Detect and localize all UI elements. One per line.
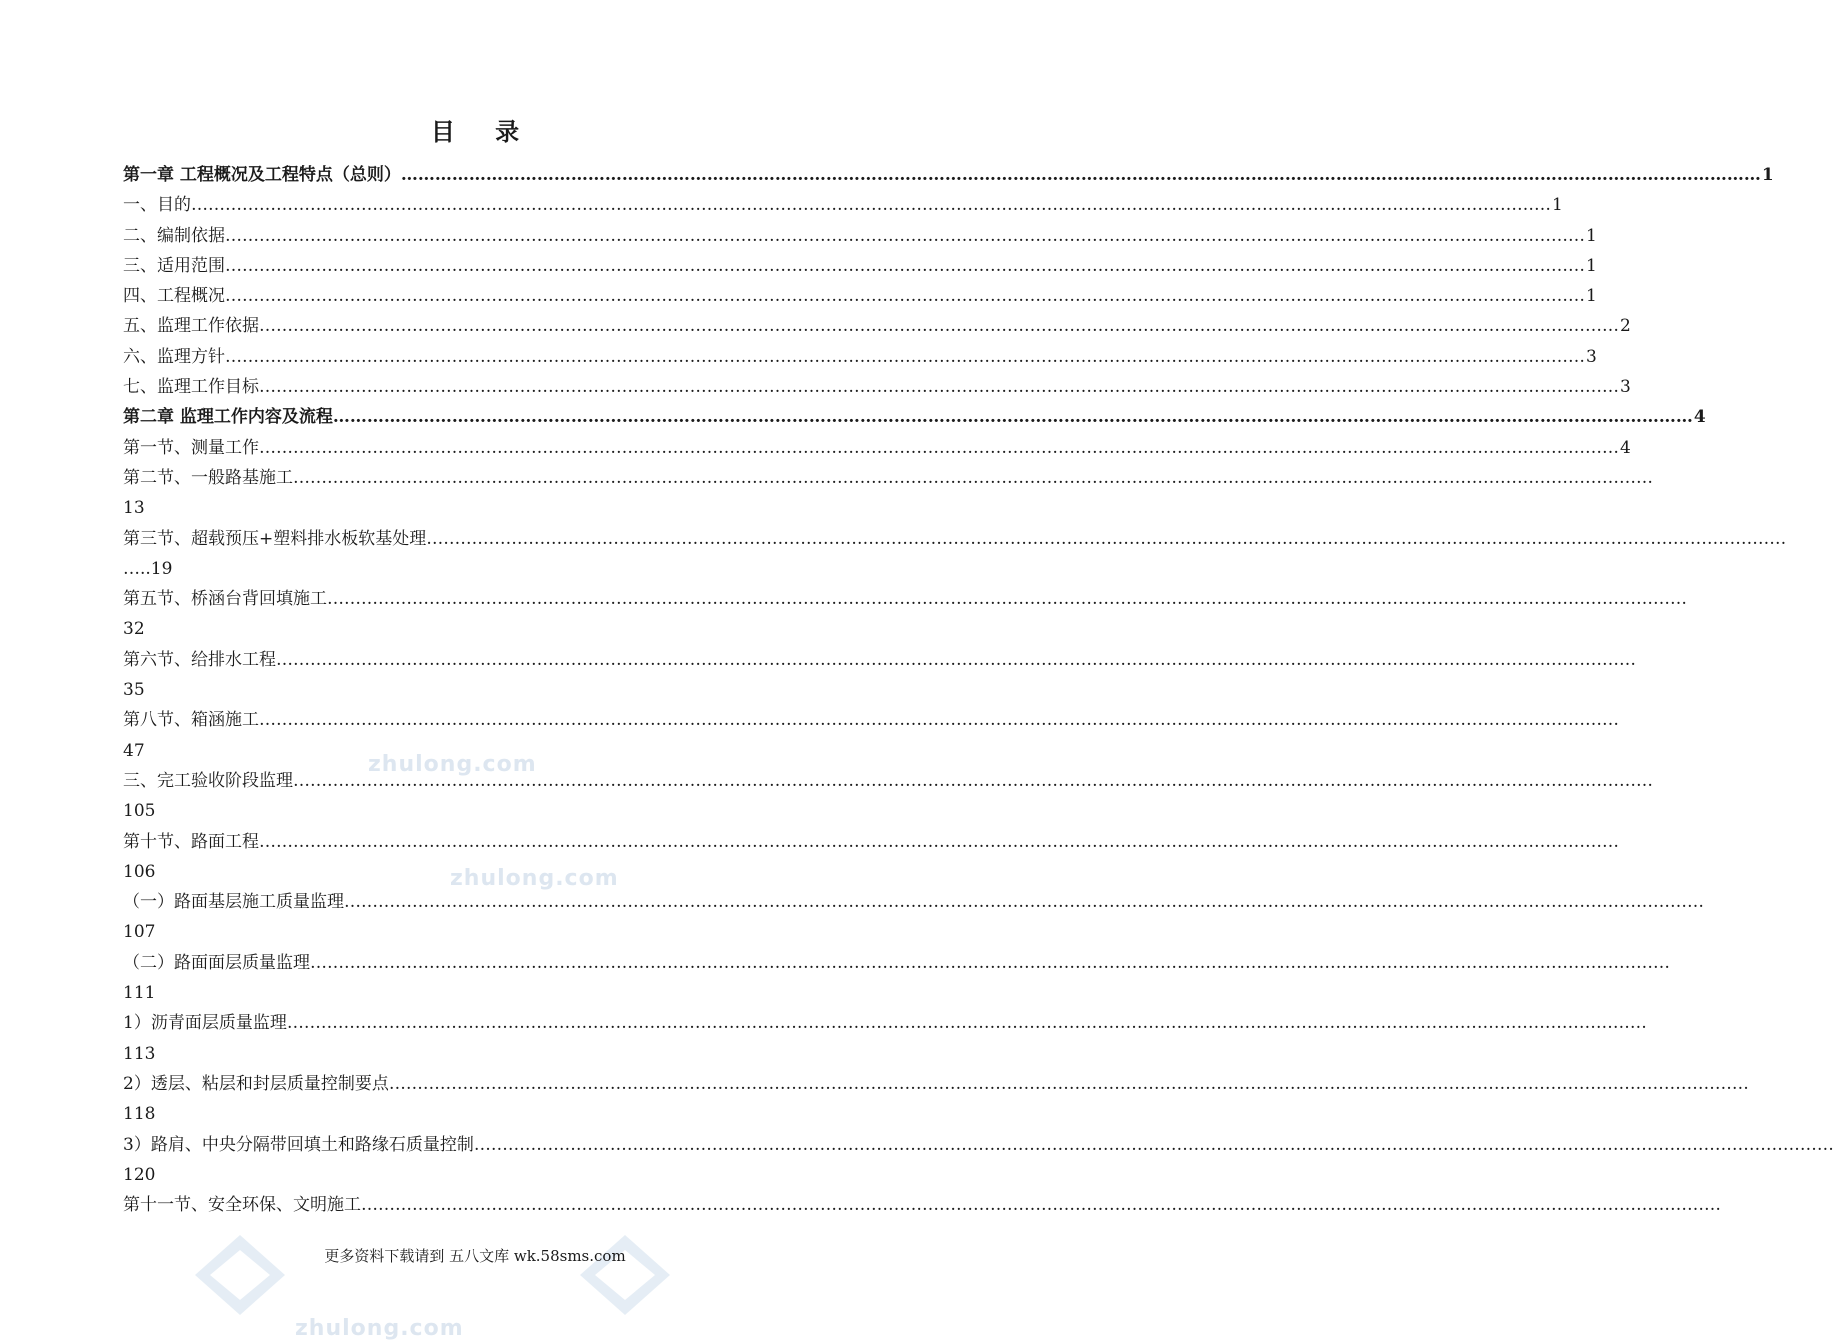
toc-entry-label: 第十节、路面工程: [123, 831, 259, 852]
toc-leader-dots: ……………………………………………………………………………………………………………………………………………………………………………………………………………………: [286, 1013, 1647, 1034]
toc-leader-dots: ……………………………………………………………………………………………………………………………………………………………………………………………………………………: [191, 195, 1551, 216]
toc-leader-dots: ……………………………………………………………………………………………………………………………………………………………………………………………………………………: [225, 346, 1585, 367]
toc-leader-dots: ……………………………………………………………………………………………………………………………………………………………………………………………………………………: [259, 710, 1619, 731]
toc-entry-label: （一）路面基层施工质量监理: [123, 892, 344, 913]
toc-entry-page: 1: [1586, 255, 1597, 276]
toc-entry-label: 五、监理工作依据: [123, 316, 259, 337]
toc-entry[interactable]: [123, 160, 1774, 190]
toc-entry[interactable]: [123, 827, 1619, 857]
toc-entry-page: 1: [1586, 286, 1597, 307]
toc-entry-label: 1）沥青面层质量监理: [123, 1013, 287, 1034]
toc-entry-label: 第八节、箱涵施工: [123, 710, 259, 731]
toc-entry-label: 第二章 监理工作内容及流程: [123, 407, 333, 428]
toc-leader-dots: ……………………………………………………………………………………………………………………………………………………………………………………………………………………: [259, 437, 1619, 458]
toc-leader-dots: ……………………………………………………………………………………………………………………………………………………………………………………………………………………: [361, 1195, 1721, 1216]
toc-leader-dots: ……………………………………………………………………………………………………………………………………………………………………………………………………………………: [388, 1073, 1749, 1094]
toc-entry-page: 35: [123, 680, 145, 701]
toc-leader-dots: ……………………………………………………………………………………………………………………………………………………………………………………………………………………: [473, 1134, 1834, 1155]
toc-entry[interactable]: [123, 251, 1597, 281]
toc-entry-label: 六、监理方针: [123, 346, 225, 367]
toc-entry-label: 第十一节、安全环保、文明施工: [123, 1195, 361, 1216]
toc-entry-label: 七、监理工作目标: [123, 377, 259, 398]
toc-entry-label: 第六节、给排水工程: [123, 649, 276, 670]
toc-entry[interactable]: [123, 311, 1631, 341]
toc-entry[interactable]: [123, 342, 1597, 372]
toc-entry[interactable]: [123, 281, 1597, 311]
toc-title: 目 录: [430, 117, 536, 146]
footer-note: 更多资料下载请到 五八文库 wk.58sms.com: [324, 1247, 626, 1265]
toc-leader-dots: ……………………………………………………………………………………………………………………………………………………………………………………………………………………: [225, 255, 1585, 276]
toc-entry[interactable]: [123, 190, 1563, 220]
toc-entry[interactable]: [123, 948, 1670, 978]
toc-leader-dots: ……………………………………………………………………………………………………………………………………………………………………………………………………………………: [332, 407, 1693, 428]
toc-entry-page: 2: [1620, 316, 1631, 337]
toc-entry[interactable]: [123, 402, 1706, 432]
toc-entry[interactable]: [123, 1190, 1721, 1220]
toc-entry[interactable]: [123, 645, 1636, 675]
toc-list: [123, 160, 1834, 1220]
toc-entry[interactable]: [123, 221, 1597, 251]
watermark-text: zhulong.com: [295, 1316, 464, 1341]
toc-entry-label: 三、完工验收阶段监理: [123, 770, 293, 791]
toc-entry[interactable]: [123, 584, 1687, 614]
toc-entry[interactable]: [123, 463, 1653, 493]
toc-entry-label: 三、适用范围: [123, 255, 225, 276]
toc-entry-page: 3: [1586, 346, 1597, 367]
toc-leader-dots: ……………………………………………………………………………………………………………………………………………………………………………………………………………………: [259, 316, 1619, 337]
toc-entry[interactable]: [123, 1008, 1647, 1038]
toc-entry[interactable]: [123, 524, 1787, 554]
toc-entry-page: 106: [123, 861, 156, 882]
watermark-text: zhulong.com: [368, 752, 537, 777]
toc-entry-page: 120: [123, 1164, 156, 1185]
toc-entry-label: 第一章 工程概况及工程特点（总则）: [123, 165, 401, 185]
toc-entry[interactable]: [123, 433, 1631, 463]
toc-leader-dots: ……………………………………………………………………………………………………………………………………………………………………………………………………………………: [310, 952, 1670, 973]
toc-entry-page: 107: [123, 922, 156, 943]
toc-leader-dots: ……………………………………………………………………………………………………………………………………………………………………………………………………………………: [259, 377, 1619, 398]
toc-entry-page: …..19: [123, 558, 173, 579]
toc-leader-dots: ……………………………………………………………………………………………………………………………………………………………………………………………………………………: [276, 649, 1636, 670]
toc-entry-page: 113: [123, 1043, 156, 1064]
toc-entry-page: 105: [123, 801, 156, 822]
toc-leader-dots: ……………………………………………………………………………………………………………………………………………………………………………………………………………………: [259, 831, 1619, 852]
toc-entry-page: 1: [1552, 195, 1563, 216]
toc-entry-page: 1: [1586, 225, 1597, 246]
toc-entry[interactable]: [123, 705, 1619, 735]
watermark-text: zhulong.com: [450, 866, 619, 891]
toc-entry-label: 四、工程概况: [123, 286, 225, 307]
toc-entry-label: （二）路面面层质量监理: [123, 952, 310, 973]
toc-leader-dots: ……………………………………………………………………………………………………………………………………………………………………………………………………………………: [293, 770, 1653, 791]
toc-leader-dots: ……………………………………………………………………………………………………………………………………………………………………………………………………………………: [426, 528, 1787, 549]
toc-entry-label: 第三节、超载预压+塑料排水板软基处理: [123, 528, 427, 549]
toc-leader-dots: ……………………………………………………………………………………………………………………………………………………………………………………………………………………: [225, 286, 1585, 307]
toc-entry-page: 47: [123, 740, 145, 761]
toc-leader-dots: ……………………………………………………………………………………………………………………………………………………………………………………………………………………: [225, 225, 1585, 246]
toc-entry-page: 3: [1620, 377, 1631, 398]
toc-entry[interactable]: [123, 887, 1704, 917]
toc-entry[interactable]: [123, 372, 1631, 402]
toc-entry-page: 13: [123, 498, 145, 519]
toc-entry-label: 一、目的: [123, 195, 191, 216]
toc-leader-dots: ……………………………………………………………………………………………………………………………………………………………………………………………………………………: [344, 892, 1704, 913]
toc-entry-label: 2）透层、粘层和封层质量控制要点: [123, 1073, 389, 1094]
watermark-logo-icon: [190, 1230, 290, 1320]
toc-entry[interactable]: [123, 1069, 1749, 1099]
toc-entry-page: 1: [1761, 165, 1774, 185]
toc-entry-label: 二、编制依据: [123, 225, 225, 246]
toc-entry-page: 4: [1620, 437, 1631, 458]
toc-leader-dots: ……………………………………………………………………………………………………………………………………………………………………………………………………………………: [327, 589, 1687, 610]
watermark-logo-icon: [575, 1230, 675, 1320]
toc-leader-dots: ……………………………………………………………………………………………………………………………………………………………………………………………………………………: [400, 165, 1761, 185]
toc-entry[interactable]: [123, 1130, 1834, 1160]
toc-entry-label: 3）路肩、中央分隔带回填土和路缘石质量控制: [123, 1134, 474, 1155]
toc-entry-page: 111: [123, 983, 156, 1004]
toc-entry-page: 118: [123, 1104, 156, 1125]
toc-entry-label: 第一节、测量工作: [123, 437, 259, 458]
toc-entry-label: 第二节、一般路基施工: [123, 467, 293, 488]
toc-leader-dots: ……………………………………………………………………………………………………………………………………………………………………………………………………………………: [293, 467, 1653, 488]
toc-entry-page: 32: [123, 619, 145, 640]
toc-entry-label: 第五节、桥涵台背回填施工: [123, 589, 327, 610]
toc-entry-page: 4: [1693, 407, 1706, 428]
